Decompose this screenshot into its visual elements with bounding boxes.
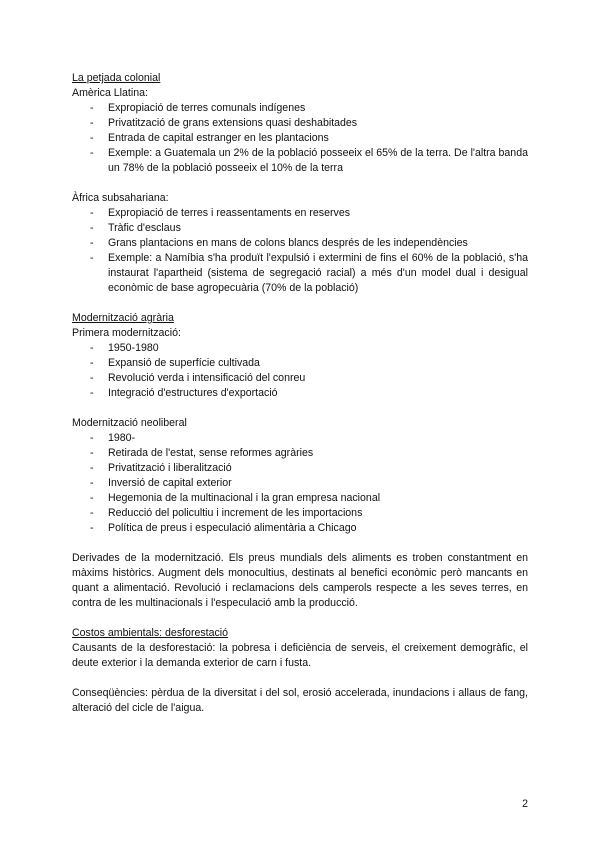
list-item: - Expansió de superfície cultivada <box>72 356 528 371</box>
list-item: - Hegemonia de la multinacional i la gran empresa nacional <box>72 491 528 506</box>
list-item: - Exemple: a Guatemala un 2% de la població posseeix el 65% de la terra. De l'altra banda un 78% de la població posseeix el 10% de la terra <box>72 146 528 176</box>
list-item: - Exemple: a Namíbia s'ha produït l'expulsió i extermini de fins el 60% de la població, s'ha instaurat l'apartheid (sistema de segregació racial) a més d'un model dual i desigual econòmic de base agropecuària (70% de la població) <box>72 251 528 296</box>
section-heading-colonial: La petjada colonial <box>72 72 161 84</box>
spacer <box>72 296 528 311</box>
spacer <box>72 176 528 191</box>
list-item: - Expropiació de terres comunals indígenes <box>72 101 528 116</box>
list-item: - Inversió de capital exterior <box>72 476 528 491</box>
list-first <box>72 341 528 401</box>
list-item: - 1980- <box>72 431 528 446</box>
list-item: - Tràfic d'esclaus <box>72 221 528 236</box>
paragraph-derivades: Derivades de la modernització. Els preus mundials dels aliments es troben constantment en màxims històrics. Augment dels monocultius, destinats al benefici econòmic però mancants en quant a alimentació. Revolució i reclamacions dels camperols respecte a les seves terres, en contra de les multinacionals i l'especulació amb la producció. <box>72 552 528 609</box>
section-heading-agraria: Modernització agrària <box>72 312 174 324</box>
list-neoliberal <box>72 431 528 536</box>
paragraph-consequencies: Conseqüències: pèrdua de la diversitat i del sol, erosió accelerada, inundacions i allaus de fang, alteració del cicle de l'aigua. <box>72 687 528 714</box>
list-item: - Revolució verda i intensificació del conreu <box>72 371 528 386</box>
list-item: - Grans plantacions en mans de colons blancs després de les independències <box>72 236 528 251</box>
spacer <box>72 611 528 626</box>
section-heading-costos: Costos ambientals: desforestació <box>72 627 229 639</box>
list-item: - Expropiació de terres i reassentaments en reserves <box>72 206 528 221</box>
list-item: - Privatització de grans extensions quasi deshabitades <box>72 116 528 131</box>
spacer <box>72 671 528 686</box>
page-number: 2 <box>522 798 528 810</box>
subheading-first: Primera modernització: <box>72 327 181 339</box>
subheading-latam: Amèrica Llatina: <box>72 87 148 99</box>
document-body <box>72 71 528 716</box>
list-item: - Privatització i liberalització <box>72 461 528 476</box>
paragraph-causants: Causants de la desforestació: la pobresa i deficiència de serveis, el creixement demogràfic, el deute exterior i la demanda exterior de carn i fusta. <box>72 642 528 669</box>
spacer <box>72 536 528 551</box>
list-item: - Política de preus i especulació alimentària a Chicago <box>72 521 528 536</box>
list-item: - Entrada de capital estranger en les plantacions <box>72 131 528 146</box>
list-item: - Reducció del policultiu i increment de les importacions <box>72 506 528 521</box>
list-item: - Retirada de l'estat, sense reformes agràries <box>72 446 528 461</box>
list-africa <box>72 206 528 296</box>
subheading-neoliberal: Modernització neoliberal <box>72 417 187 429</box>
list-item: - Integració d'estructures d'exportació <box>72 386 528 401</box>
list-item: - 1950-1980 <box>72 341 528 356</box>
spacer <box>72 401 528 416</box>
list-latam <box>72 101 528 176</box>
subheading-africa: Àfrica subsahariana: <box>72 192 169 204</box>
